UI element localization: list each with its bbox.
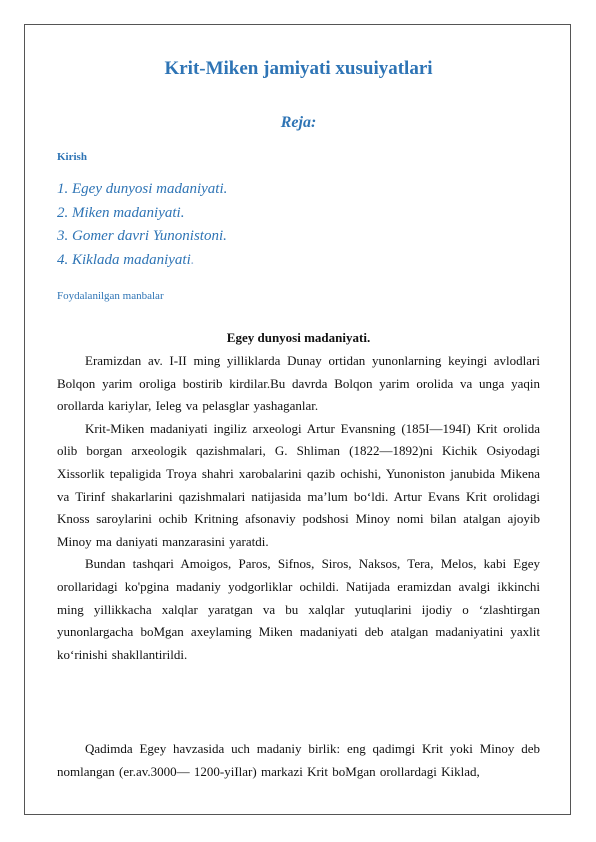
plan-intro-link[interactable]: Kirish	[57, 151, 87, 163]
section-body	[57, 350, 540, 666]
paragraph: Eramizdan av. I-II ming yilliklarda Dunay ortidan yunonlarning keyingi avlodlari Bolqon yarim oroliga bostirib kirdilar.Bu davrda Bolqon yarim orolida va unga yaqin orollarda kariylar, Ieleg va pelasglar yashaganlar.	[57, 353, 540, 414]
paragraph: Bundan tashqari Amoigos, Paros, Sifnos, Siros, Naksos, Tera, Melos, kabi Egey orollaridagi ko'pgina madaniy yodgorliklar ochildi. Natijada eramizdan avalgi ikkinchi ming yillikkacha xalqlar yaratgan va bu xalqlar yutuqlarini ijodiy o ‘zlashtirgan yunonlargacha boMgan axeylaming Miken madaniyati deb atalgan madaniyatini yaxlit ko‘rinishi shakllantirildi.	[57, 556, 540, 662]
paragraph: Krit-Miken madaniyati ingiliz arxeologi Artur Evansning (185I—194I) Krit orolida olib borgan arxeologik qazishmalari, G. Shliman (1822—1892)ni Kichik Osiyodagi Xissorlik tepaligida Troya shahri xarobalarini qazib ochishi, Yunoniston janubida Mikena va Tirinf shakarlarini qazishmalari natijasida ma’lum bo‘ldi. Artur Evans Krit orolidagi Knoss saroylarini ochib Kritning afsonaviy podshosi Minoy nomi bilan atalgan ajoyib Minoy ma daniyati manzarasini yaratdi.	[57, 420, 540, 549]
plan-item[interactable]: 3. Gomer davri Yunonistoni.	[57, 228, 227, 244]
plan-item[interactable]: 1. Egey dunyosi madaniyati.	[57, 181, 228, 197]
plan-item[interactable]: 4. Kiklada madaniyati.	[57, 251, 195, 268]
section-title: Egey dunyosi madaniyati.	[226, 330, 371, 345]
plan-item-dot: .	[190, 251, 195, 268]
document-title: Krit-Miken jamiyati xusuiyatlari	[164, 58, 433, 79]
plan-heading: Reja:	[280, 114, 317, 131]
plan-list	[57, 178, 227, 272]
section-body-continued	[57, 738, 540, 783]
sources-link[interactable]: Foydalanilgan manbalar	[57, 290, 164, 302]
paragraph: Qadimda Egey havzasida uch madaniy birlik: eng qadimgi Krit yoki Minoy deb nomlangan (er.av.3000— 1200-yiIlar) markazi Krit boMgan orollardagi Kiklad,	[57, 741, 540, 779]
plan-item[interactable]: 2. Miken madaniyati.	[57, 204, 185, 221]
